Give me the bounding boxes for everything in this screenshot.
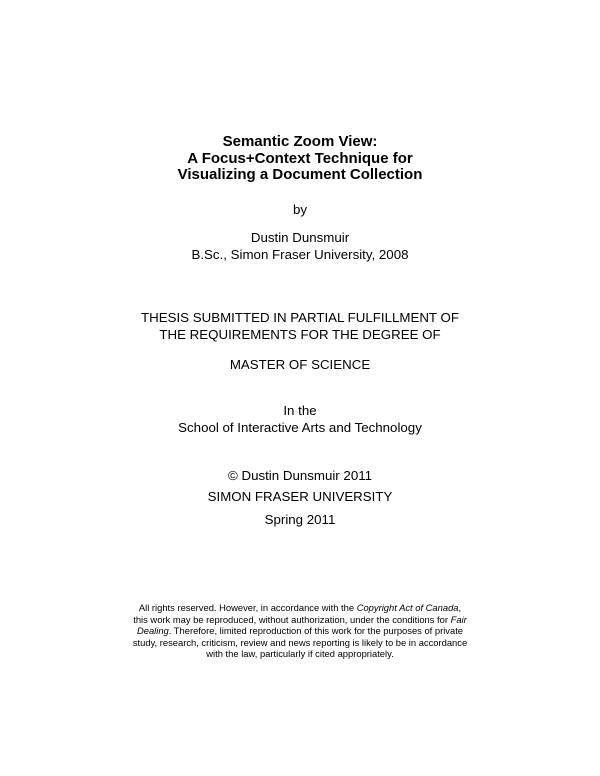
author-name: Dustin Dunsmuir (250, 230, 350, 245)
department-prefix: In the (283, 403, 317, 418)
notice-dealing-term: Dealing (136, 625, 169, 637)
author-prior-degree: B.Sc., Simon Fraser University, 2008 (191, 247, 409, 262)
notice-line-5: with the law, particularly if cited appropriately. (206, 648, 394, 660)
submission-statement-line-1: THESIS SUBMITTED IN PARTIAL FULFILLMENT OF (141, 310, 459, 325)
notice-line-4: study, research, criticism, review and news reporting is likely to be in accordance (132, 636, 468, 648)
title-line-1: Semantic Zoom View: (222, 133, 378, 150)
notice-line-1: All rights reserved. However, in accordance with the Copyright Act of Canada, (138, 602, 462, 613)
university-name: SIMON FRASER UNIVERSITY (207, 489, 393, 504)
submission-statement-line-2: THE REQUIREMENTS FOR THE DEGREE OF (159, 327, 441, 342)
notice-act-title: Copyright Act of Canada (356, 602, 459, 613)
notice-line-2: this work may be reproduced, without authorization, under the conditions for Fair (133, 613, 467, 625)
copyright-notice (110, 602, 490, 660)
notice-line-3: Dealing. Therefore, limited reproduction of this work for the purposes of private (136, 625, 464, 637)
degree-name: MASTER OF SCIENCE (229, 357, 371, 372)
notice-fair-term: Fair (450, 613, 467, 625)
term: Spring 2011 (264, 512, 336, 527)
department-name: School of Interactive Arts and Technology (178, 420, 422, 435)
copyright-line: © Dustin Dunsmuir 2011 (227, 468, 373, 483)
title-line-3: Visualizing a Document Collection (177, 166, 423, 183)
title-line-2: A Focus+Context Technique for (187, 150, 413, 167)
by-label: by (292, 202, 308, 217)
